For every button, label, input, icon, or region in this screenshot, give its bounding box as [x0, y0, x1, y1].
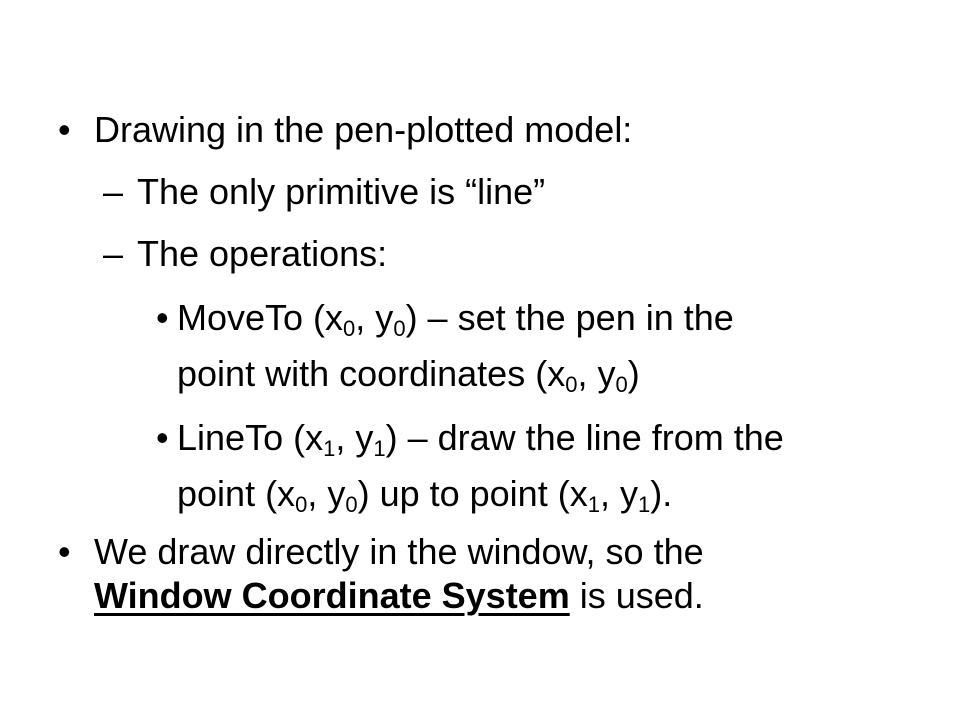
- dash-marker: –: [103, 171, 124, 212]
- small-bullet-marker: •: [156, 417, 169, 458]
- op-moveto-line2: point with coordinates ($x_0$, $y_0$): [177, 353, 640, 397]
- bullet-marker: •: [58, 531, 71, 572]
- bullet-text-window-line2: Window Coordinate System is used.: [94, 575, 704, 616]
- dash-marker: –: [103, 233, 124, 274]
- small-bullet-marker: •: [156, 297, 169, 338]
- bullet-marker: •: [58, 109, 71, 150]
- op-lineto-line2: point ($x_0$, $y_0$) up to point ($x_1$, $y_1$).: [177, 473, 673, 517]
- op-moveto-line1: MoveTo ($x_0$, $y_0$) – set the pen in the: [177, 297, 734, 341]
- op-lineto-line1: LineTo ($x_1$, $y_1$) – draw the line from the: [177, 417, 784, 461]
- bullet-text-window-line1: We draw directly in the window, so the: [94, 531, 704, 572]
- bullet-text-drawing-model: Drawing in the pen-plotted model:: [94, 109, 633, 150]
- sub-text-operations: The operations:: [137, 233, 388, 274]
- sub-text-only-primitive: The only primitive is “line”: [137, 171, 546, 212]
- window-coordinate-system-link: Window Coordinate System: [94, 575, 570, 616]
